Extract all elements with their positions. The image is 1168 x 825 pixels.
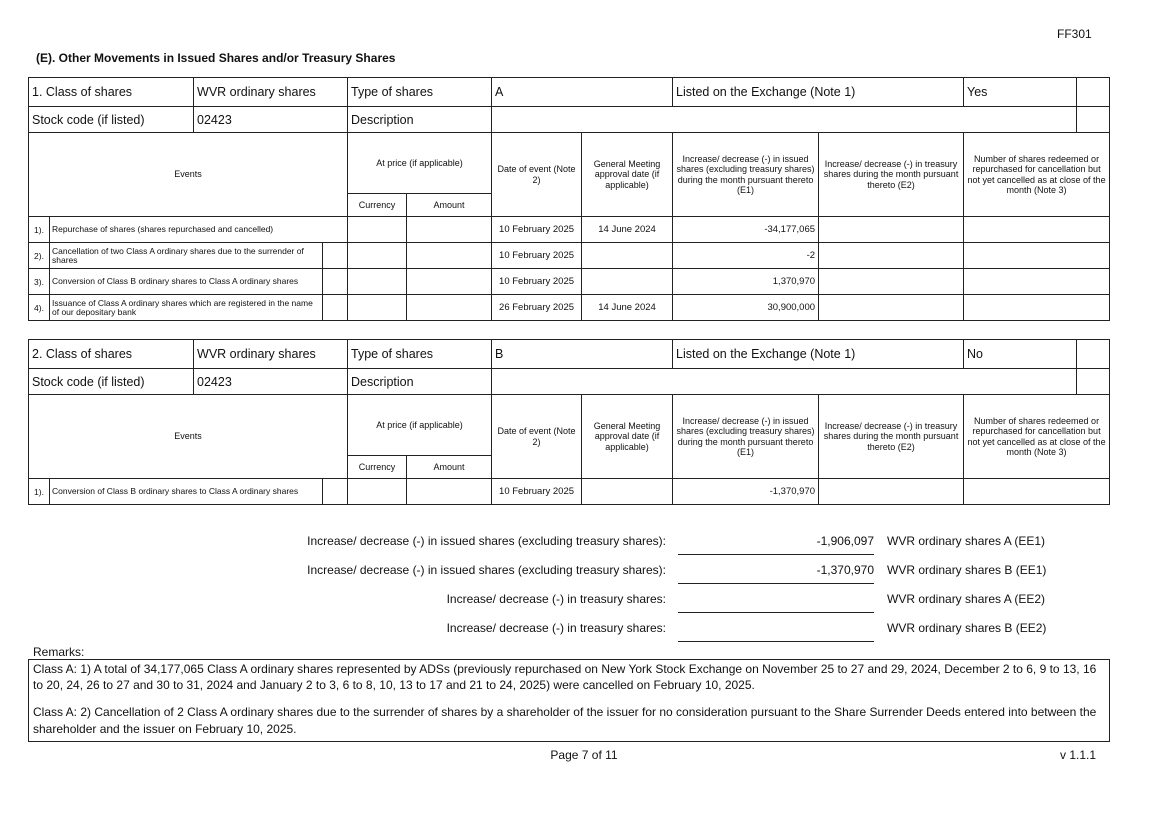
blank-cell: [323, 269, 348, 295]
description-label: Description: [348, 107, 492, 133]
currency-cell: [348, 295, 407, 321]
remarks-box: [28, 659, 1110, 742]
redeemed-header: Number of shares redeemed or repurchased for cancellation but not yet cancelled as at close of the month (Note 3): [964, 395, 1110, 479]
event-description: Conversion of Class B ordinary shares to Class A ordinary shares: [50, 269, 323, 295]
total-value: -1,906,097: [816, 534, 874, 548]
event-date: 10 February 2025: [492, 243, 582, 269]
events-header: Events: [29, 395, 348, 479]
class-of-shares-value: WVR ordinary shares: [194, 340, 348, 369]
event-date: 10 February 2025: [492, 217, 582, 243]
event-number: 1).: [29, 479, 50, 505]
stock-code-label: Stock code (if listed): [29, 107, 194, 133]
currency-cell: [348, 217, 407, 243]
type-of-shares-value: B: [492, 340, 673, 369]
gm-approval-date: [582, 243, 673, 269]
gm-approval-date: [582, 479, 673, 505]
remark-paragraph: Class A: 2) Cancellation of 2 Class A ordinary shares due to the surrender of shares by a shareholder of the issuer for no consideration pursuant to the Share Surrender Deeds entered into between the shareholder and the issuer on February 10, 2025.: [33, 705, 1097, 736]
blank-cell: [323, 479, 348, 505]
e2-value: [819, 295, 964, 321]
e1-header: Increase/ decrease (-) in issued shares (excluding treasury shares) during the month pursuant thereto (E1): [673, 133, 819, 217]
date-of-event-header: Date of event (Note 2): [492, 395, 582, 479]
amount-cell: [407, 269, 492, 295]
form-code: FF301: [1057, 27, 1092, 41]
e1-value: -1,370,970: [673, 479, 819, 505]
description-value: [492, 369, 1077, 395]
total-label: Increase/ decrease (-) in treasury shares:: [446, 621, 666, 635]
e2-value: [819, 479, 964, 505]
e2-header: Increase/ decrease (-) in treasury shares during the month pursuant thereto (E2): [819, 133, 964, 217]
blank-cell: [323, 295, 348, 321]
share-class-block-1: [28, 77, 1110, 321]
event-description: Repurchase of shares (shares repurchased and cancelled): [50, 217, 348, 243]
gm-approval-date: 14 June 2024: [582, 217, 673, 243]
type-of-shares-label: Type of shares: [348, 78, 492, 107]
e1-value: 1,370,970: [673, 269, 819, 295]
gm-approval-header: General Meeting approval date (if applicable): [582, 133, 673, 217]
event-number: 2).: [29, 243, 50, 269]
event-description: Issuance of Class A ordinary shares which are registered in the name of our depositary bank: [50, 295, 323, 321]
event-number: 1).: [29, 217, 50, 243]
amount-header: Amount: [407, 456, 492, 479]
blank-cell: [1077, 107, 1110, 133]
event-description: Cancellation of two Class A ordinary shares due to the surrender of shares: [50, 243, 323, 269]
redeemed-value: [964, 295, 1110, 321]
redeemed-value: [964, 479, 1110, 505]
class-of-shares-label: 2. Class of shares: [29, 340, 194, 369]
listed-on-exchange-value: Yes: [964, 78, 1077, 107]
class-of-shares-label: 1. Class of shares: [29, 78, 194, 107]
e1-value: 30,900,000: [673, 295, 819, 321]
total-row: [0, 530, 1168, 552]
currency-cell: [348, 479, 407, 505]
table-row: [29, 295, 1110, 321]
e2-value: [819, 243, 964, 269]
stock-code-value: 02423: [194, 107, 348, 133]
at-price-header: At price (if applicable): [348, 133, 492, 194]
currency-header: Currency: [348, 456, 407, 479]
total-unit: WVR ordinary shares B (EE2): [887, 621, 1047, 635]
total-unit: WVR ordinary shares B (EE1): [887, 563, 1047, 577]
listed-on-exchange-label: Listed on the Exchange (Note 1): [673, 340, 964, 369]
total-label: Increase/ decrease (-) in issued shares (excluding treasury shares):: [307, 534, 666, 548]
event-date: 10 February 2025: [492, 269, 582, 295]
amount-cell: [407, 217, 492, 243]
event-number: 4).: [29, 295, 50, 321]
description-label: Description: [348, 369, 492, 395]
date-of-event-header: Date of event (Note 2): [492, 133, 582, 217]
total-unit: WVR ordinary shares A (EE2): [887, 592, 1046, 606]
section-title: (E). Other Movements in Issued Shares and/or Treasury Shares: [36, 51, 396, 65]
gm-approval-date: 14 June 2024: [582, 295, 673, 321]
total-value: -1,370,970: [816, 563, 874, 577]
listed-on-exchange-label: Listed on the Exchange (Note 1): [673, 78, 964, 107]
at-price-header: At price (if applicable): [348, 395, 492, 456]
table-row: [29, 217, 1110, 243]
blank-cell: [1077, 369, 1110, 395]
remark-paragraph: Class A: 1) A total of 34,177,065 Class A ordinary shares represented by ADSs (previously repurchased on New York Stock Exchange on November 25 to 27 and 29, 2024, December 2 to 6, 9 to 13, 16 to 20, 24, 26 to 27 and 30 to 31, 2024 and January 2 to 3, 6 to 8, 10, 13 to 17 and 21 to 24, 2025) were cancelled on February 10, 2025.: [33, 662, 1097, 693]
event-date: 26 February 2025: [492, 295, 582, 321]
blank-cell: [1077, 78, 1110, 107]
table-row: [29, 269, 1110, 295]
version-label: v 1.1.1: [1060, 748, 1097, 762]
total-row: [0, 617, 1168, 639]
total-underline: [678, 583, 874, 584]
share-class-block-2: [28, 339, 1110, 505]
currency-header: Currency: [348, 194, 407, 217]
e2-value: [819, 269, 964, 295]
class-of-shares-value: WVR ordinary shares: [194, 78, 348, 107]
amount-cell: [407, 243, 492, 269]
total-underline: [678, 641, 874, 642]
event-number: 3).: [29, 269, 50, 295]
description-value: [492, 107, 1077, 133]
e1-header: Increase/ decrease (-) in issued shares (excluding treasury shares) during the month pursuant thereto (E1): [673, 395, 819, 479]
redeemed-value: [964, 243, 1110, 269]
remarks-label: Remarks:: [33, 645, 85, 659]
type-of-shares-value: A: [492, 78, 673, 107]
stock-code-value: 02423: [194, 369, 348, 395]
total-unit: WVR ordinary shares A (EE1): [887, 534, 1046, 548]
total-label: Increase/ decrease (-) in treasury shares:: [446, 592, 666, 606]
total-underline: [678, 554, 874, 555]
redeemed-value: [964, 217, 1110, 243]
blank-cell: [1077, 340, 1110, 369]
amount-cell: [407, 479, 492, 505]
page-number: Page 7 of 11: [550, 748, 618, 762]
blank-cell: [323, 243, 348, 269]
e1-value: -34,177,065: [673, 217, 819, 243]
currency-cell: [348, 243, 407, 269]
e1-value: -2: [673, 243, 819, 269]
table-row: [29, 479, 1110, 505]
stock-code-label: Stock code (if listed): [29, 369, 194, 395]
event-date: 10 February 2025: [492, 479, 582, 505]
e2-value: [819, 217, 964, 243]
event-description: Conversion of Class B ordinary shares to Class A ordinary shares: [50, 479, 323, 505]
gm-approval-date: [582, 269, 673, 295]
gm-approval-header: General Meeting approval date (if applicable): [582, 395, 673, 479]
e2-header: Increase/ decrease (-) in treasury shares during the month pursuant thereto (E2): [819, 395, 964, 479]
table-row: [29, 243, 1110, 269]
total-row: [0, 559, 1168, 581]
type-of-shares-label: Type of shares: [348, 340, 492, 369]
total-label: Increase/ decrease (-) in issued shares (excluding treasury shares):: [307, 563, 666, 577]
amount-cell: [407, 295, 492, 321]
currency-cell: [348, 269, 407, 295]
total-row: [0, 588, 1168, 610]
redeemed-value: [964, 269, 1110, 295]
listed-on-exchange-value: No: [964, 340, 1077, 369]
total-underline: [678, 612, 874, 613]
redeemed-header: Number of shares redeemed or repurchased for cancellation but not yet cancelled as at close of the month (Note 3): [964, 133, 1110, 217]
events-header: Events: [29, 133, 348, 217]
amount-header: Amount: [407, 194, 492, 217]
